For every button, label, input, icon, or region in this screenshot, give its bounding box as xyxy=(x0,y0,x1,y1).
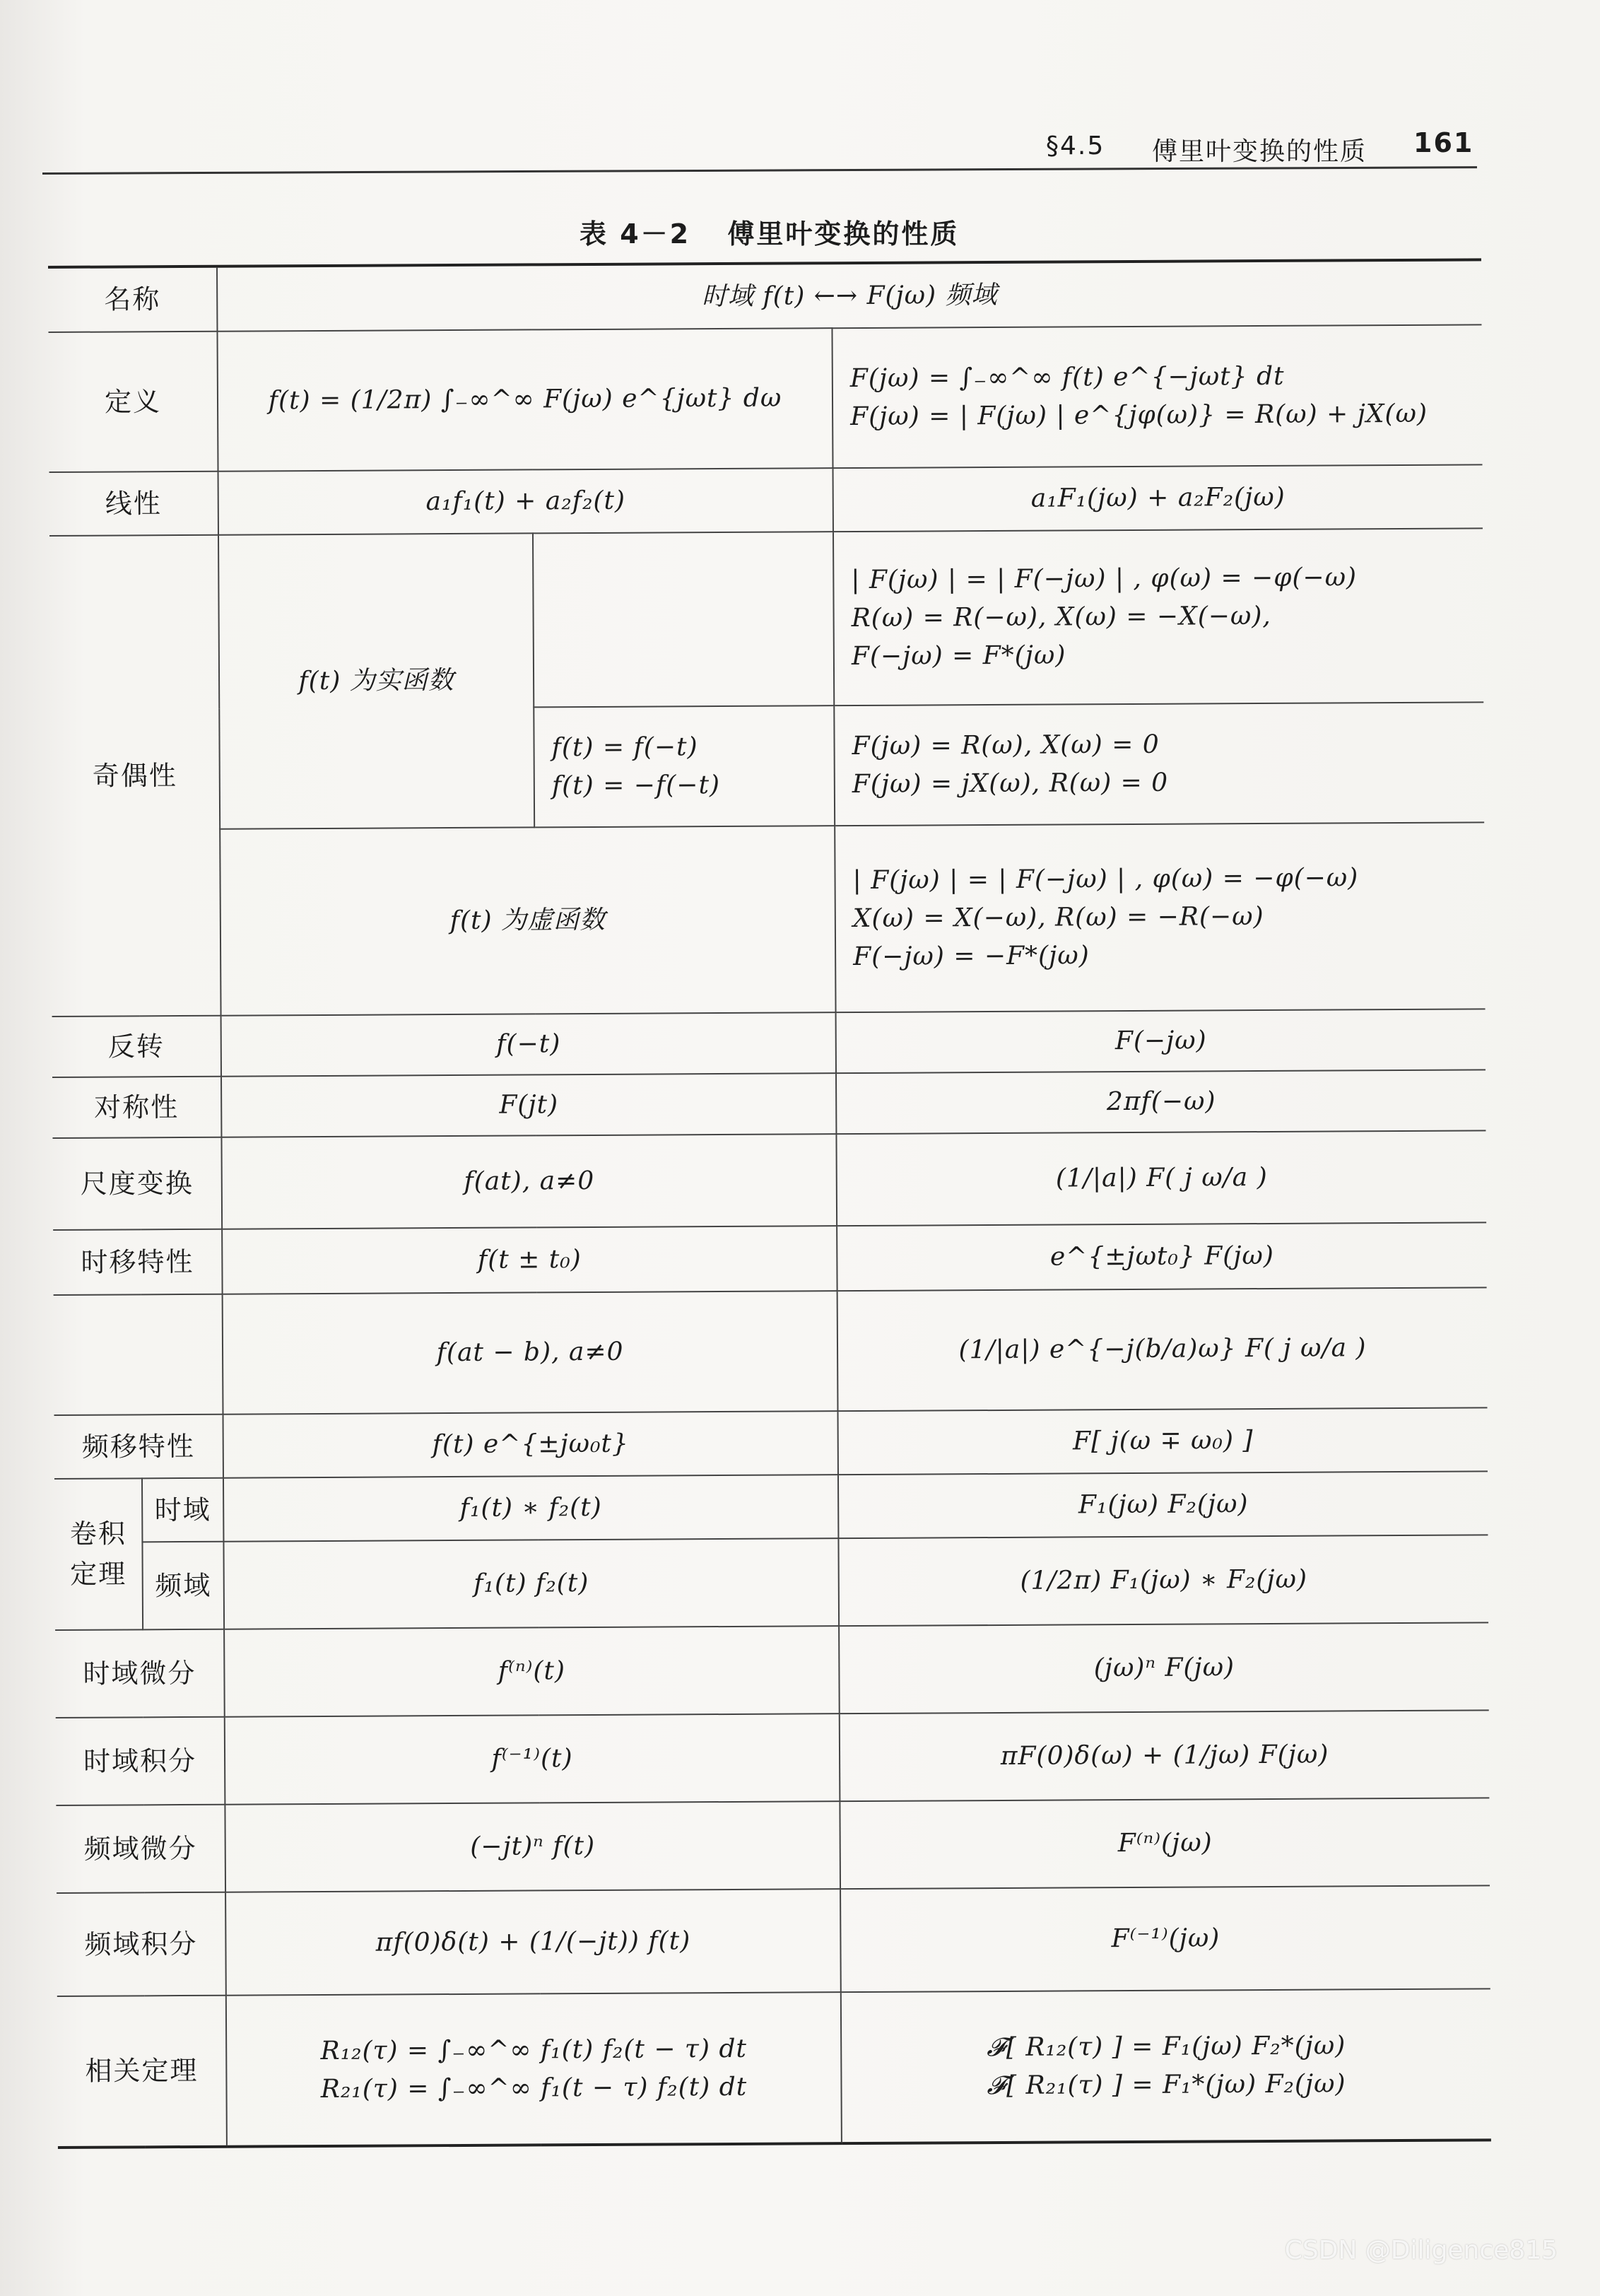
row-name: 反转 xyxy=(52,1016,221,1077)
row-freq-int xyxy=(57,1885,1490,1996)
row-name: 尺度变换 xyxy=(52,1137,222,1230)
parity-line: | F(jω) | = | F(−jω) | , φ(ω) = −φ(−ω) xyxy=(851,563,1358,595)
convolution-freq-label: 频域 xyxy=(142,1542,224,1630)
convolution-time-freq: F₁(jω) F₂(jω) xyxy=(838,1471,1488,1538)
correlation-freq-line: 𝓕[ R₁₂(τ) ] = F₁(jω) F₂*(jω) xyxy=(987,2030,1346,2062)
row-name: 线性 xyxy=(49,472,218,536)
parity-real-general-freq xyxy=(833,528,1483,705)
parity-real-general-empty xyxy=(533,532,834,707)
correlation-freq xyxy=(841,1988,1491,2143)
page-number: 161 xyxy=(1413,127,1474,158)
row-freq-diff xyxy=(56,1798,1490,1893)
row-name: 时域积分 xyxy=(56,1717,225,1805)
parity-line: X(ω) = X(−ω), R(ω) = −R(−ω) xyxy=(852,902,1264,934)
convolution-time-time: f₁(t) ∗ f₂(t) xyxy=(223,1475,838,1542)
row-correlation xyxy=(57,1988,1491,2148)
freq-int-freq: F⁽⁻¹⁾(jω) xyxy=(840,1885,1490,1992)
definition-freq xyxy=(832,324,1482,468)
watermark: CSDN @Diligence815 xyxy=(1284,2236,1558,2265)
parity-line: R(ω) = R(−ω), X(ω) = −X(−ω), xyxy=(851,601,1271,633)
col-header-name: 名称 xyxy=(48,266,217,332)
convolution-name-line: 定理 xyxy=(70,1558,127,1590)
row-time-shift xyxy=(53,1222,1486,1295)
time-shift-general-time: f(at − b), a≠0 xyxy=(223,1291,838,1414)
fourier-properties-table xyxy=(48,258,1491,2149)
definition-freq-line: F(jω) = ∫₋∞^∞ f(t) e^{−jωt} dt xyxy=(849,361,1285,394)
table-caption xyxy=(580,212,959,251)
time-diff-time: f⁽ⁿ⁾(t) xyxy=(224,1626,840,1717)
reversal-freq: F(−jω) xyxy=(836,1009,1486,1073)
row-name: 频移特性 xyxy=(54,1414,223,1479)
row-definition xyxy=(48,324,1482,472)
row-linearity xyxy=(49,464,1483,536)
row-convolution-freq xyxy=(54,1535,1488,1630)
scaling-freq: (1/|a|) F( j ω/a ) xyxy=(836,1130,1486,1226)
linearity-freq: a₁F₁(jω) + a₂F₂(jω) xyxy=(833,464,1483,532)
symmetry-freq: 2πf(−ω) xyxy=(836,1070,1486,1134)
row-name: 对称性 xyxy=(52,1077,221,1138)
correlation-time-line: R₁₂(τ) = ∫₋∞^∞ f₁(t) f₂(t − τ) dt xyxy=(320,2034,748,2066)
row-time-int xyxy=(56,1710,1490,1805)
time-shift-general-freq: (1/|a|) e^{−j(b/a)ω} F( j ω/a ) xyxy=(837,1287,1488,1411)
freq-diff-freq: F⁽ⁿ⁾(jω) xyxy=(840,1798,1490,1889)
section-title: 傅里叶变换的性质 xyxy=(1152,137,1367,166)
table-number: 表 4－2 xyxy=(580,218,691,250)
time-shift-freq: e^{±jωt₀} F(jω) xyxy=(837,1222,1486,1291)
row-name: 频域微分 xyxy=(56,1805,225,1893)
row-time-shift-general xyxy=(54,1287,1488,1415)
reversal-time: f(−t) xyxy=(221,1012,836,1077)
time-shift-time: f(t ± t₀) xyxy=(222,1226,837,1294)
running-header xyxy=(1046,122,1484,164)
time-int-time: f⁽⁻¹⁾(t) xyxy=(225,1714,840,1805)
time-diff-freq: (jω)ⁿ F(jω) xyxy=(839,1622,1489,1714)
section-number: §4.5 xyxy=(1046,131,1105,160)
header-rule xyxy=(42,166,1477,175)
parity-imag-freq xyxy=(835,822,1485,1012)
parity-odd-time: f(t) = −f(−t) xyxy=(551,771,721,801)
parity-even-freq: F(jω) = R(ω), X(ω) = 0 xyxy=(852,730,1160,761)
freq-diff-time: (−jt)ⁿ f(t) xyxy=(225,1801,840,1892)
parity-line: F(−jω) = −F*(jω) xyxy=(853,941,1090,972)
row-name xyxy=(54,1478,143,1630)
definition-time: f(t) = (1/2π) ∫₋∞^∞ F(jω) e^{jωt} dω xyxy=(218,328,833,472)
correlation-time-line: R₂₁(τ) = ∫₋∞^∞ f₁(t − τ) f₂(t) dt xyxy=(320,2072,748,2104)
scaling-time: f(at), a≠0 xyxy=(221,1134,837,1229)
freq-shift-time: f(t) e^{±jω₀t} xyxy=(223,1411,838,1478)
table-header-row xyxy=(48,259,1481,332)
row-name: 时移特性 xyxy=(53,1229,222,1295)
parity-line: | F(jω) | = | F(−jω) | , φ(ω) = −φ(−ω) xyxy=(852,863,1359,896)
freq-shift-freq: F[ j(ω ∓ ω₀) ] xyxy=(838,1407,1488,1475)
table-title: 傅里叶变换的性质 xyxy=(727,218,960,250)
row-convolution-time xyxy=(54,1471,1488,1542)
parity-even-odd-freq xyxy=(834,702,1484,826)
row-name: 奇偶性 xyxy=(49,535,221,1017)
col-header-mapping: 时域 f(t) ←→ F(jω) 频域 xyxy=(217,259,1481,331)
symmetry-time: F(jt) xyxy=(221,1073,836,1137)
row-freq-shift xyxy=(54,1407,1488,1479)
parity-line: F(−jω) = F*(jω) xyxy=(851,640,1066,672)
convolution-name-line: 卷积 xyxy=(69,1518,127,1550)
convolution-freq-freq: (1/2π) F₁(jω) ∗ F₂(jω) xyxy=(838,1535,1488,1626)
row-parity-imag xyxy=(51,822,1485,1017)
row-name: 定义 xyxy=(48,332,218,472)
row-symmetry xyxy=(52,1070,1486,1138)
correlation-time xyxy=(226,1992,842,2147)
row-time-diff xyxy=(55,1622,1489,1718)
definition-freq-line: F(jω) = | F(jω) | e^{jφ(ω)} = R(ω) + jX(ω) xyxy=(850,399,1428,432)
time-int-freq: πF(0)δ(ω) + (1/jω) F(jω) xyxy=(840,1710,1490,1801)
row-name: 相关定理 xyxy=(57,1996,227,2148)
row-name: 时域微分 xyxy=(55,1629,225,1718)
row-scaling xyxy=(52,1130,1486,1230)
freq-int-time: πf(0)δ(t) + (1/(−jt)) f(t) xyxy=(225,1889,841,1996)
parity-odd-freq: F(jω) = jX(ω), R(ω) = 0 xyxy=(852,768,1169,800)
row-name: 频域积分 xyxy=(57,1892,226,1996)
convolution-freq-time: f₁(t) f₂(t) xyxy=(223,1538,839,1629)
parity-even-time: f(t) = f(−t) xyxy=(551,732,698,763)
parity-real-label: f(t) 为实函数 xyxy=(218,533,534,828)
row-parity-real-general xyxy=(49,528,1483,710)
row-reversal xyxy=(52,1009,1486,1077)
row-name-empty xyxy=(54,1294,223,1415)
parity-even-odd-time xyxy=(534,705,835,827)
linearity-time: a₁f₁(t) + a₂f₂(t) xyxy=(218,468,833,535)
convolution-time-label: 时域 xyxy=(142,1478,223,1542)
correlation-freq-line: 𝓕[ R₂₁(τ) ] = F₁*(jω) F₂(jω) xyxy=(987,2068,1346,2100)
parity-imag-label: f(t) 为虚函数 xyxy=(220,826,835,1016)
